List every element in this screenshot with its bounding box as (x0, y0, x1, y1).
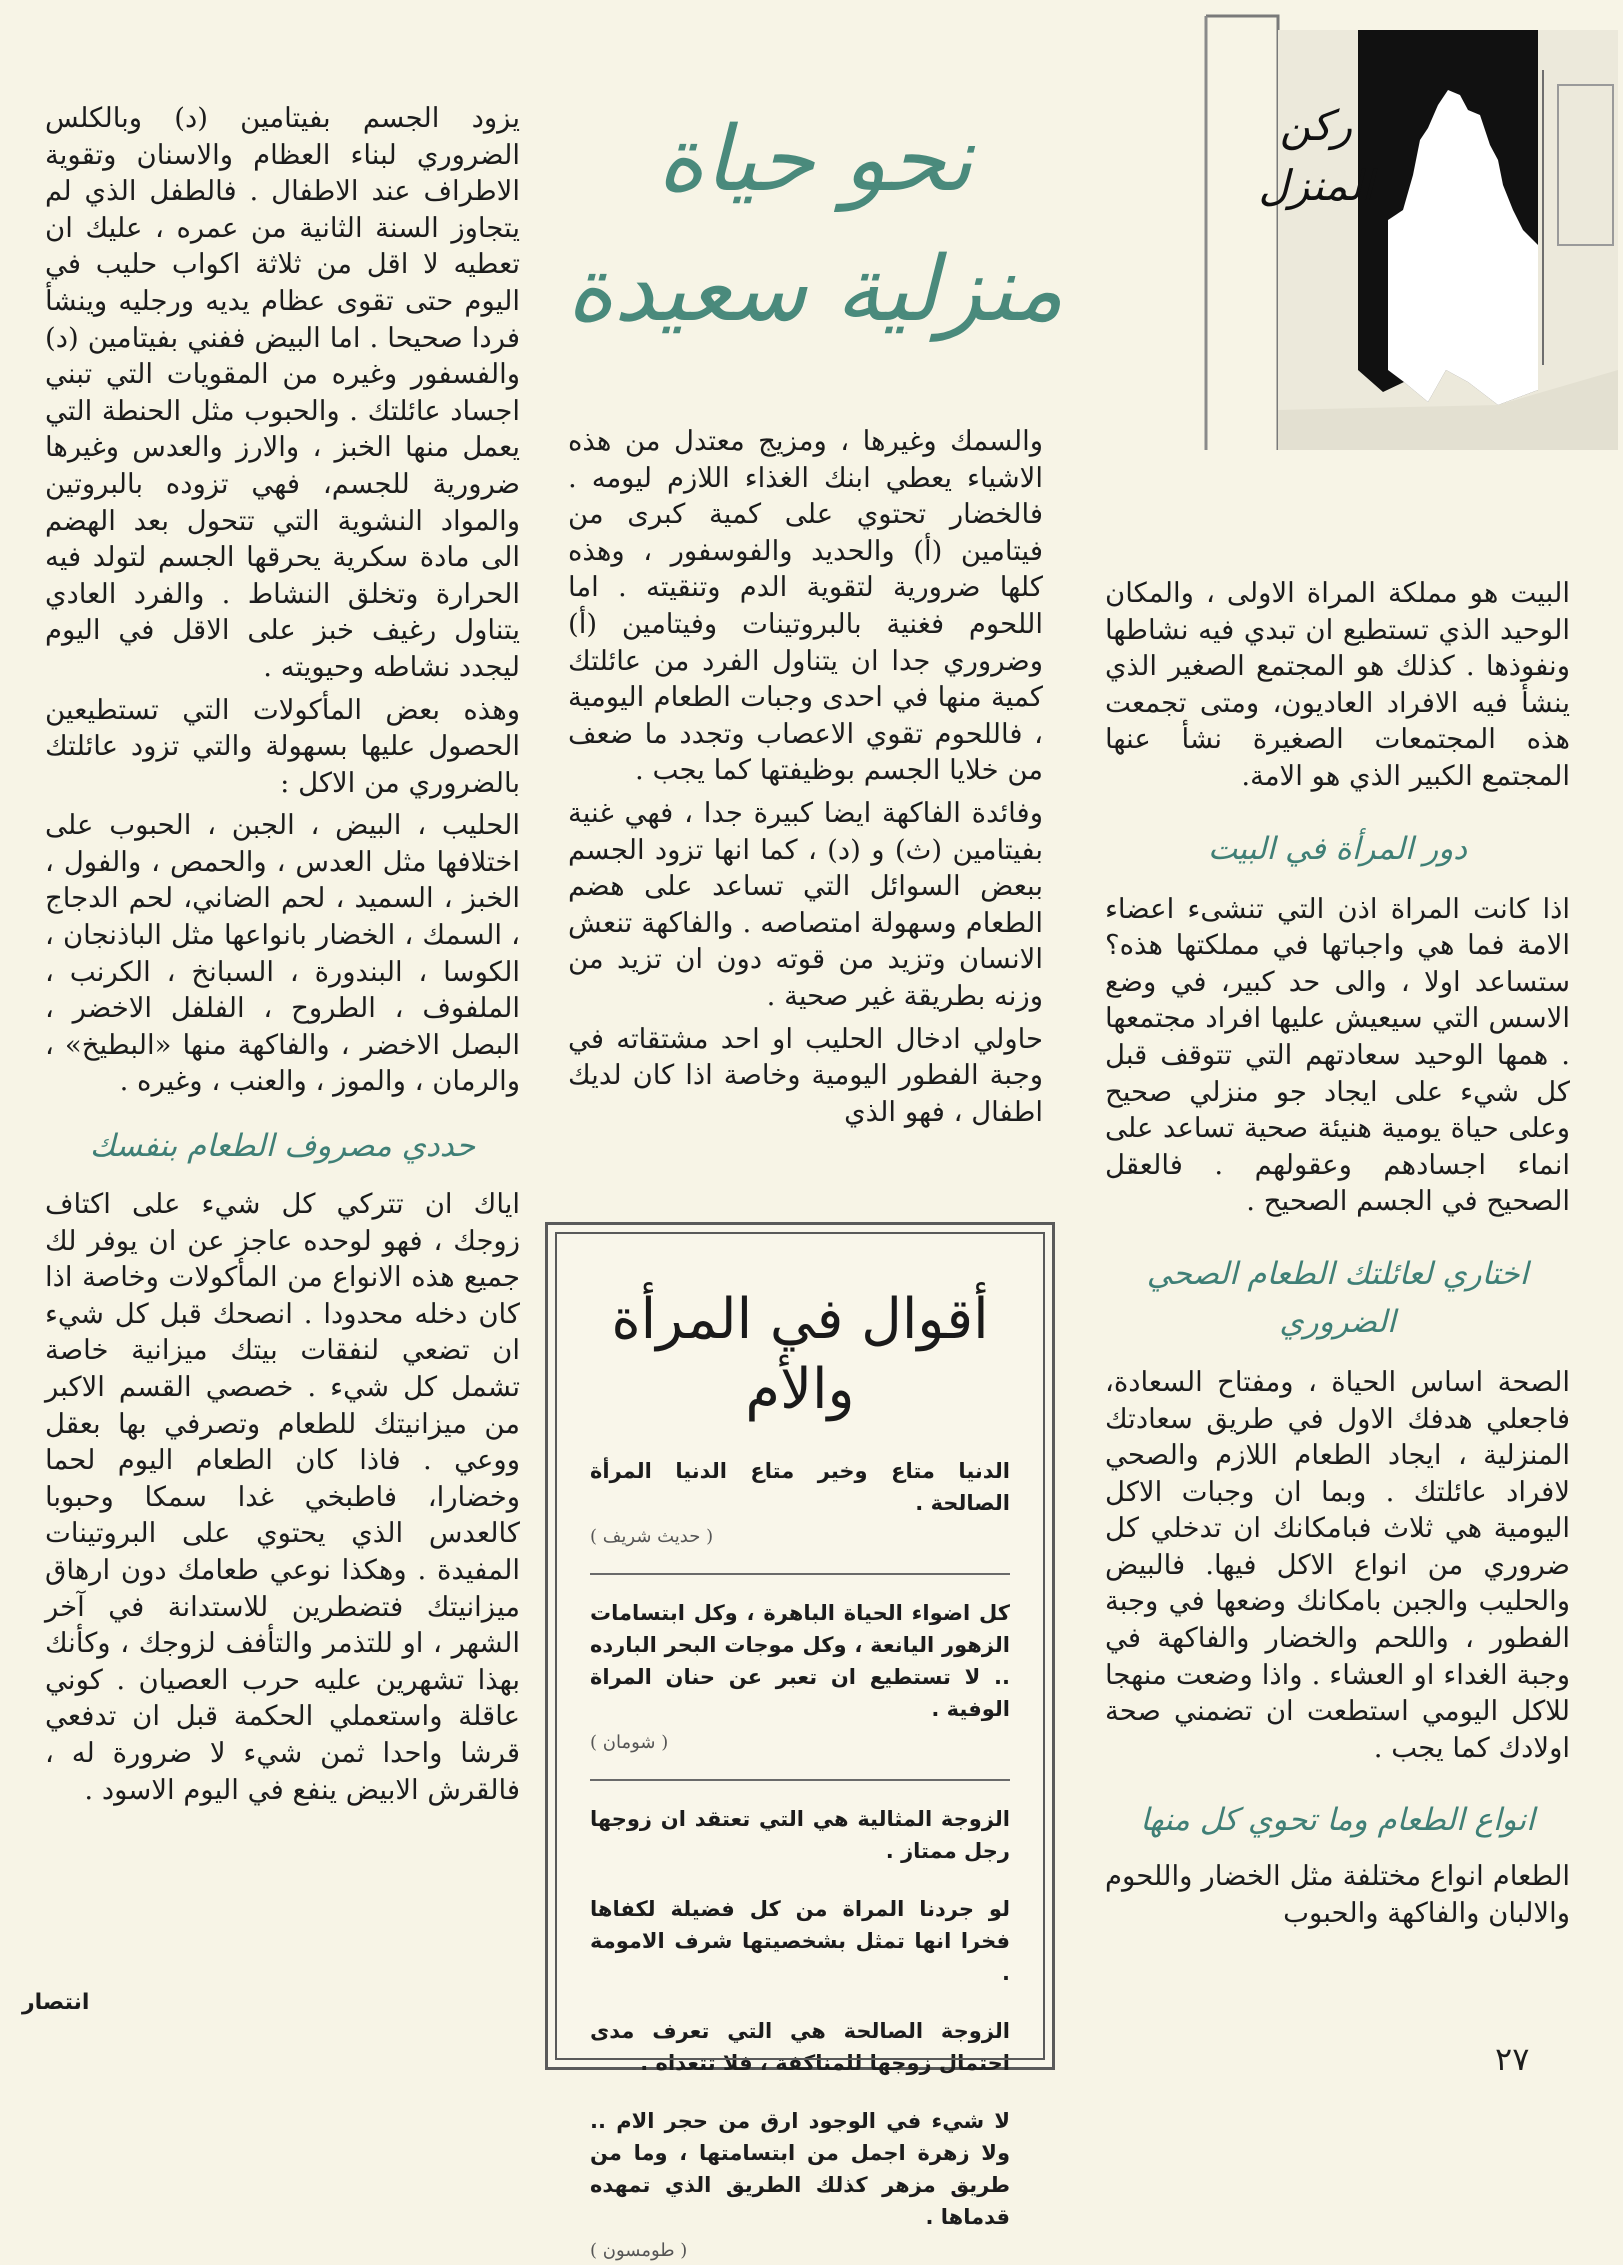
quote-4: لو جردنا المراة من كل فضيلة لكفاها فخرا انها تمثل بشخصيتها شرف الامومة . (590, 1897, 1010, 1985)
quote-1-source: ( حديث شريف ) (590, 1526, 714, 1547)
corner-logo (1198, 10, 1622, 452)
middle-column (568, 423, 1043, 1136)
quote-5: الزوجة الصالحة هي التي تعرف مدى احتمال زوجها للمناكفة ، فلا تتعداه . (590, 2019, 1010, 2075)
quote-box (545, 1222, 1055, 2261)
heading-budget: حددي مصروف الطعام بنفسك (89, 1128, 476, 1165)
intro-paragraph: البيت هو مملكة المراة الاولى ، والمكان الوحيد الذي تستطيع ان تبدي فيه نشاطها ونفوذها . كذلك هو المجتمع الصغير الذي ينشأ فيه الافراد العاديون، ومتى تجمعت هذه المجتمعات الصغيرة نشأ عنها المجتمع الكبير الذي هو الامة. (1105, 577, 1570, 792)
paragraph-choose-food: الصحة اساس الحياة ، ومفتاح السعادة، فاجعلي هدفك الاول في طريق سعادتك المنزلية ، ايجاد الطعام اللازم والصحي لافراد عائلتك . وبما ان وجبات الاكل اليومية هي ثلاث فبامكانك ان تدخلي كل ضروري من انواع الاكل فيها. فالبيض والحليب والجبن بامكانك وضعها في وجبة الفطور ، واللحم والخضار والفاكهة في وجبة الغداء او العشاء . واذا وضعت منهجا للاكل اليومي استطعت ان تضمني صحة اولادك كما يجب . (1105, 1365, 1570, 1764)
middle-paragraph-1: والسمك وغيرها ، ومزيج معتدل من هذه الاشياء يعطي ابنك الغذاء اللازم ليومه . فالخضار تحتوي على كمية كبرى من فيتامين (أ) والحديد والفوسفور ، وهذه كلها ضرورية لتقوية الدم وتنقيته . اما اللحوم فغنية بالبروتينات وفيتامين (أ) وضروري جدا ان يتناول الفرد من عائلتك كمية منها في احدى وجبات الطعام اليومية ، فاللحوم تقوي الاعصاب وتجدد ما ضعف من خلايا الجسم بوظيفتها كما يجب . (568, 425, 1043, 787)
middle-paragraph-3: حاولي ادخال الحليب او احد مشتقاته في وجبة الفطور اليومية وخاصة اذا كان لديك اطفال ، فهو الذي (568, 1022, 1043, 1128)
quote-2: كل اضواء الحياة الباهرة ، وكل ابتسامات الزهور اليانعة ، وكل موجات البحر البارده .. لا تستطيع ان تعبر عن حنان المراة الوفية . (590, 1601, 1010, 1721)
divider (590, 1573, 1010, 1575)
left-paragraph-4: اياك ان تتركي كل شيء على اكتاف زوجك ، فهو لوحده عاجز عن ان يوفر لك جميع هذه الانواع من المأكولات وخاصة اذا كان دخله محدودا . انصحك قبل كل شيء ان تضعي لنفقات بيتك ميزانية خاصة تشمل كل شيء . خصصي القسم الاكبر من ميزانيتك للطعام وتصرفي بها بعقل ووعي . فاذا كان الطعام اليوم لحما وخضارا، فاطبخي غدا سمكا وحبوبا كالعدس الذي يحتوي على البروتينات المفيدة . وهكذا نوعي طعامك دون ارهاق ميزانيتك فتضطرين للاستدانة في آخر الشهر ، او للتذمر والتأفف لزوجك ، وكأنك بهذا تشهرين عليه حرب العصيان . كوني عاقلة واستعملي الحكمة قبل ان تدفعي قرشا واحدا ثمن شيء لا ضرورة له ، فالقرش الابيض ينفع في اليوم الاسود . (45, 1188, 520, 1806)
divider (590, 1779, 1010, 1781)
author-signature: انتصار (22, 1990, 90, 2015)
quote-6: لا شيء في الوجود ارق من حجر الام .. ولا زهرة اجمل من ابتسامتها ، وما من طريق مزهر كذلك الطريق الذي تمهده قدماها . (590, 2109, 1010, 2229)
quote-1: الدنيا متاع وخير متاع الدنيا المرأة الصالحة . (590, 1459, 1010, 1515)
article-title (545, 95, 1085, 395)
title-line-1: نحو حياة (657, 107, 973, 212)
left-paragraph-1: يزود الجسم بفيتامين (د) وبالكلس الضروري لبناء العظام والاسنان وتقوية الاطراف عند الاطفال . فالطفل الذي لم يتجاوز السنة الثانية من عمره ، عليك ان تعطيه لا اقل من ثلاثة اكواب حليب في اليوم حتى تقوى عظام يديه ورجليه وينشأ فردا صحيحا . اما البيض ففني بفيتامين (د) والفسفور وغيره من المقويات التي تبني اجساد عائلتك . والحبوب مثل الحنطة التي يعمل منها الخبز ، والارز والعدس وغيرها ضرورية للجسم، فهي تزوده بالبروتين والمواد النشوية التي تتحول بعد الهضم الى مادة سكرية يحرقها الجسم لتولد فيه الحرارة وتخلق النشاط . والفرد العادي يتناول رغيف خبز على الاقل في اليوم ليجدد نشاطه وحيويته . (45, 102, 520, 683)
right-column (1105, 575, 1570, 1938)
quote-6-source: ( طومسون ) (590, 2240, 688, 2261)
heading-food-types: انواع الطعام وما تحوي كل منها (1140, 1802, 1535, 1839)
middle-paragraph-2: وفائدة الفاكهة ايضا كبيرة جدا ، فهي غنية بفيتامين (ث) و (د) ، كما انها تزود الجسم ببعض السوائل التي تساعد على هضم الطعام وسهولة امتصاصه . والفاكهة تنعش الانسان وتزيد من قوته دون ان تزيد من وزنه بطريقة غير صحية . (568, 796, 1043, 1012)
paragraph-woman-role: اذا كانت المراة اذن التي تنشىء اعضاء الامة فما هي واجباتها في مملكتها هذه؟ ستساعد اولا ، والى حد كبير، في وضع الاسس التي سيعيش عليها افراد مجتمعها . همها الوحيد سعادتهم التي تتوقف قبل كل شيء على ايجاد جو منزلي صحيح وعلى حياة يومية هنيئة صحية تساعد على انماء اجسادهم وعقولهم . فالعقل الصحيح في الجسم الصحيح . (1105, 892, 1570, 1218)
left-paragraph-2: وهذه بعض المأكولات التي تستطيعين الحصول عليها بسهولة والتي تزود عائلتك بالضروري من الاكل : (45, 693, 520, 799)
quote-3: الزوجة المثالية هي التي تعتقد ان زوجها رجل ممتاز . (590, 1807, 1010, 1863)
quote-2-source: ( شومان ) (590, 1732, 669, 1753)
left-paragraph-3: الحليب ، البيض ، الجبن ، الحبوب على اختلافها مثل العدس ، والحمص ، والفول ، الخبز ، السميد ، لحم الضاني، لحم الدجاج ، السمك ، الخضار بانواعها مثل الباذنجان ، الكوسا ، البندورة ، السبانخ ، الكرنب ، الملفوف ، الطروح ، الفلفل الاخضر ، البصل الاخضر ، والفاكهة منها «البطيخ» ، والرمان ، والموز ، والعنب ، وغيره . (45, 809, 520, 1098)
quote-box-title: أقوال في المرأة والأم (611, 1287, 989, 1422)
corner-label-1: ركن (1279, 101, 1353, 150)
title-line-2: منزلية سعيدة (566, 237, 1064, 342)
heading-woman-role: دور المرأة في البيت (1207, 830, 1468, 867)
heading-choose-food: اختاري لعائلتك الطعام الصحي الضروري (1146, 1255, 1529, 1340)
corner-label-2: المنزل (1258, 161, 1374, 210)
left-column (45, 100, 520, 1814)
paragraph-food-types: الطعام انواع مختلفة مثل الخضار واللحوم والالبان والفاكهة والحبوب (1105, 1860, 1570, 1930)
page-number: ٢٧ (1495, 2040, 1530, 2078)
